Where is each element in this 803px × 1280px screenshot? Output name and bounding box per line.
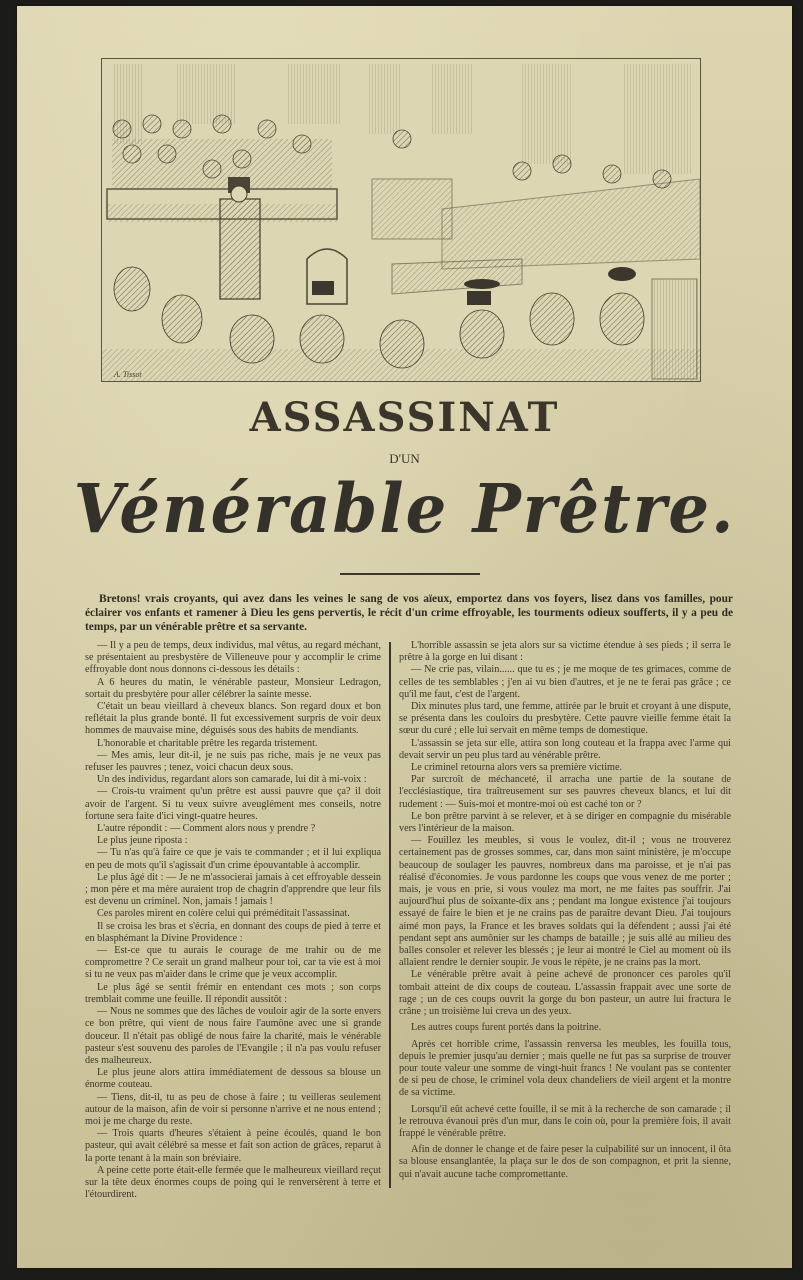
right-paragraph: Afin de donner le change et de faire peser la culpabilité sur un innocent, il ôta sa blouse ensanglantée, la plaça sur le dos de son compagnon, et prit la sienne, qui n'avait aucune tache compromettante. (399, 1144, 731, 1180)
left-paragraph: C'était un beau vieillard à cheveux blancs. Son regard doux et bon reflétait la plus grande bonté. Il fut excessivement surpris de voir deux hommes de mauvaise mine, déguisés sous des habits de mendiants. (85, 701, 381, 737)
left-paragraph: Le plus jeune riposta : (97, 835, 188, 847)
left-paragraph: A 6 heures du matin, le vénérable pasteur, Monsieur Ledragon, sortait du presbytère pour aller célébrer la sainte messe. (85, 676, 381, 700)
right-paragraph: Après cet horrible crime, l'assassin renversa les meubles, les fouilla tous, depuis le premier jusqu'au dernier ; mais quelle ne fut pas sa surprise de trouver pour toute valeur une somme de vingt-huit francs ! Ne voulant pas se contenter de si peu de chose, le criminel vola deux chandeliers de vieil argent et la montre de sa victime. (399, 1038, 731, 1099)
left-paragraph: — Nous ne sommes que des lâches de vouloir agir de la sorte envers ce bon prêtre, qui vient de nous faire l'aumône avec une si grande douceur. Il n'était pas obligé de nous faire la charité, mais le vénérable pasteur s'est souvenu des paroles de l'Evangile ; il n'a pas voulu refuser des malheureux. (85, 1006, 381, 1066)
left-paragraph: Ces paroles mirent en colère celui qui préméditait l'assassinat. (97, 908, 350, 920)
left-paragraph: — Est-ce que tu aurais le courage de me trahir ou de me compromettre ? Ce serait un grand malheur pour toi, car ta vie est à moi si tu ne veux pas m'aider dans le crime que je veux accomplir. (85, 945, 381, 981)
poster-title-dun: D'UN (389, 451, 420, 466)
right-paragraph: Lorsqu'il eût achevé cette fouille, il se mit à la recherche de son camarade ; il le retrouva évanoui près d'un mur, dans le coin où, pour la première fois, il avait frappé le vénérable prêtre. (399, 1103, 731, 1139)
right-paragraph: Par surcroît de méchanceté, il arracha une partie de la soutane de l'ecclésiastique, tira traîtreusement sur ses pauvres cheveux blancs, et lui dit rudement : — Suis-moi et montre-moi où est caché ton or ? (399, 774, 731, 810)
left-paragraph: Le plus jeune alors attira immédiatement de dessous sa blouse un énorme couteau. (85, 1067, 381, 1091)
title-divider (340, 573, 480, 575)
article-columns (85, 640, 733, 1201)
right-paragraph: L'horrible assassin se jeta alors sur sa victime étendue à ses pieds ; il serra le prêtre à la gorge en lui disant : (399, 640, 731, 664)
left-paragraph: A peine cette porte était-elle fermée que le malheureux vieillard reçut sur la tête deux énormes coups de poing qui le renversèrent à terre et l'étourdirent. (85, 1164, 381, 1201)
right-paragraph: Le bon prêtre parvint à se relever, et à se diriger en compagnie du misérable vers l'intérieur de la maison. (399, 810, 731, 835)
intro-paragraph: Bretons! vrais croyants, qui avez dans les veines le sang de vos aïeux, emportez dans vos foyers, lisez dans vos familles, pour éclairer vos enfants et ramener à Dieu les gens pervertis, le récit d'un crime effroyable, les tourments odieux soufferts, il y a peu de temps, par un vénérable prêtre et sa servante. (85, 593, 733, 633)
left-paragraph: Il se croisa les bras et s'écria, en donnant des coups de pied à terre et en blasphémant la Divine Providence : (85, 920, 381, 944)
right-column (391, 640, 731, 1188)
left-paragraph: Le plus âgé se sentit frémir en entendant ces mots ; son corps tremblait comme une feuille. Il répondit aussitôt : (85, 981, 381, 1005)
right-paragraph: L'assassin se jeta sur elle, attira son long couteau et la frappa avec l'arme qui devait servir un peu plus tard au vénérable prêtre. (399, 737, 731, 761)
left-column (85, 640, 389, 1201)
left-paragraph: L'honorable et charitable prêtre les regarda tristement. (97, 737, 318, 749)
left-paragraph: — Tu n'as qu'à faire ce que je vais te commander ; et il lui expliqua en peu de mots qu'il s'agissait d'un crime épouvantable à accomplir. (85, 847, 381, 871)
left-paragraph: Un des individus, regardant alors son camarade, lui dit à mi-voix : (97, 774, 367, 786)
left-paragraph: — Tiens, dit-il, tu as peu de chose à faire ; tu veilleras seulement autour de la maison, afin de voir si personne n'arrive et ne nous entend ; moi je me charge du reste. (85, 1091, 381, 1127)
courtroom-engraving (101, 58, 701, 382)
engraver-signature: A. Tissot (114, 370, 142, 379)
right-paragraph: — Ne crie pas, vilain...... que tu es ; je me moque de tes grimaces, comme de celles de tes semblables ; j'en ai vu bien d'autres, et je ne te ferai pas grâce ; ce qu'il me faut, c'est de l'argent. (399, 664, 731, 700)
left-paragraph: Le plus âgé dit : — Je ne m'associerai jamais à cet effroyable dessein ; mon père et ma mère auraient trop de chagrin d'apprendre que leur fils est devenu un criminel. Non, jamais ! jamais ! (85, 871, 381, 908)
left-paragraph: — Crois-tu vraiment qu'un prêtre est aussi pauvre que ça? il doit avoir de l'argent. Si tu veux suivre aveuglément mes conseils, notre fortune sera faite d'ici vingt-quatre heures. (85, 786, 381, 822)
right-paragraph: Dix minutes plus tard, une femme, attirée par le bruit et croyant à une dispute, se présenta dans les couloirs du presbytère. Cette pauvre vieille femme était la sœur du curé ; elle lui servait en même temps de domestique. (399, 701, 731, 737)
right-paragraph: Le vénérable prêtre avait à peine achevé de prononcer ces paroles qu'il tombait atteint de dix coups de couteau. L'assassin frappait avec une sorte de rage ; un de ces coups ouvrit la gorge du bon pasteur, un autre lui fractura le crâne ; un troisième lui creva un des yeux. (399, 969, 731, 1018)
poster-title-assassinat: ASSASSINAT (249, 394, 560, 441)
left-paragraph: — Mes amis, leur dit-il, je ne suis pas riche, mais je ne veux pas refuser les pauvres ; tenez, voici chacun deux sous. (85, 749, 381, 774)
poster-sheet (17, 6, 792, 1268)
right-paragraph: Les autres coups furent portés dans la poitrine. (411, 1022, 602, 1034)
left-paragraph: — Il y a peu de temps, deux individus, mal vêtus, au regard méchant, se présentaient au presbystère de Villeneuve pour y accomplir le crime effroyable dont nous donnons ci-dessous les détails : (85, 640, 381, 676)
courtroom-illustration-icon (102, 59, 700, 381)
right-paragraph: — Fouillez les meubles, si vous le voulez, dit-il ; vous ne trouverez certainement pas de grosses sommes, car, dans mon saint ministère, je m'occupe beaucoup de soulager les pauvres, nombreux dans ma paroisse, et je n'ai pas réalisé d'économies. Je vous pardonne les coups que vous venez de me porter ; mais, je vous en prie, si vous voulez ma mort, ne me faites pas souffrir. J'ai aujourd'hui plus de soixante-dix ans ; pendant ma longue existence j'ai toujours essayé de faire le bien et je ne crains pas de paraître devant Dieu. J'ai toujours aimé mon pays, la France et les braves soldats qui la défendent ; aussi j'ai été pendant sept ans aumônier sur les champs de bataille ; je suis allé au milieu des balles consoler et relever les blessés ; je leur ai montré le Ciel au moment où ils allaient rendre le dernier soupir. Je vous le répète, je ne crains pas la mort. (399, 835, 731, 969)
left-paragraph: L'autre répondit : — Comment alors nous y prendre ? (97, 823, 316, 835)
poster-title-venerable-pretre: Vénérable Prêtre. (73, 470, 736, 549)
right-paragraph: Le criminel retourna alors vers sa première victime. (411, 762, 623, 774)
left-paragraph: — Trois quarts d'heures s'étaient à peine écoulés, quand le bon pasteur, qui avait célébré sa messe et fait son action de grâces, reparut à la porte tenant à la main son bréviaire. (85, 1128, 381, 1164)
